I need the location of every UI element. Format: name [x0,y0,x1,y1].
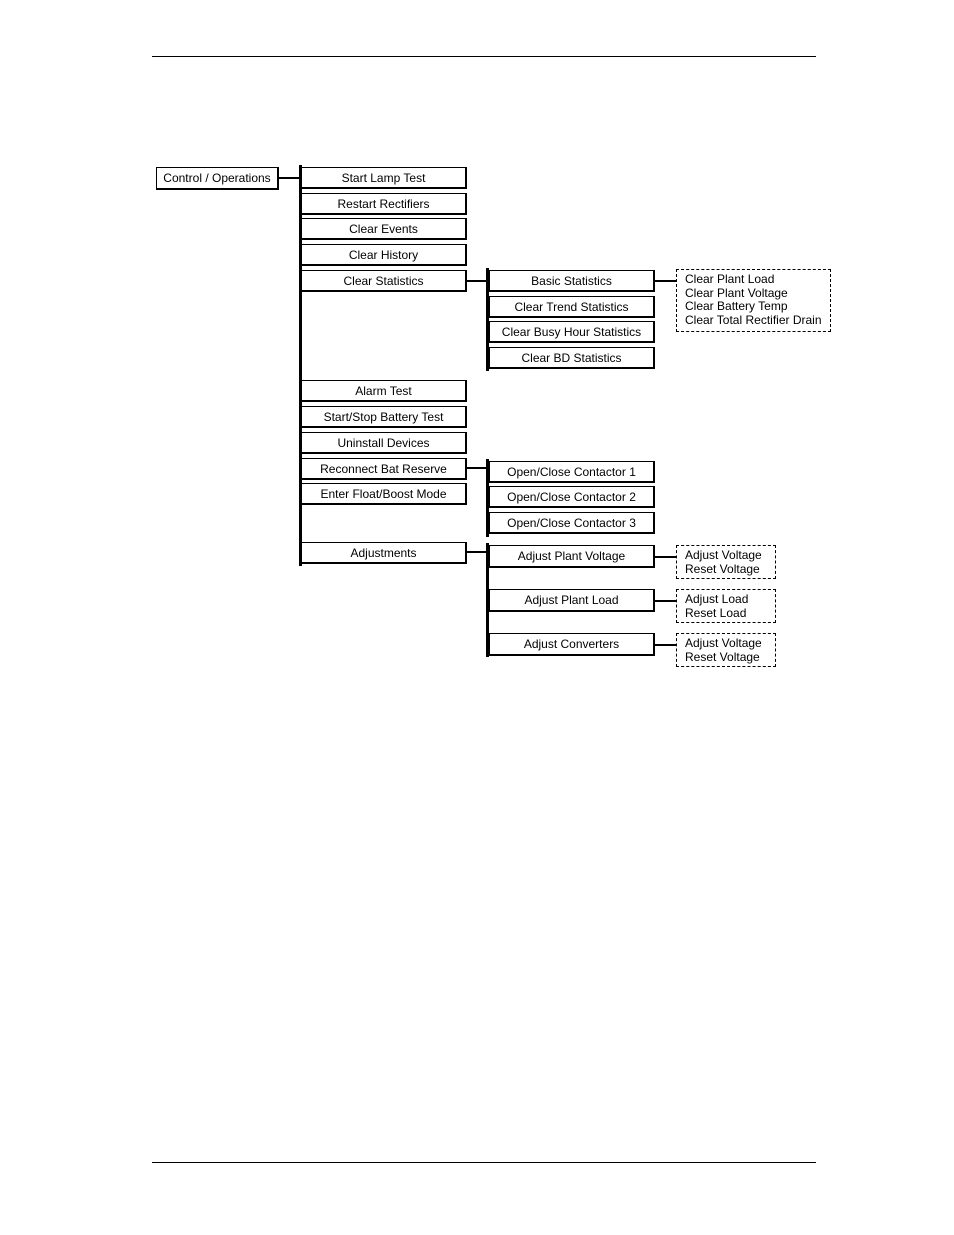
option-adjust-voltage: Adjust Voltage [685,636,762,650]
option-reset-voltage: Reset Voltage [685,649,760,664]
adjust-converters-options [676,633,776,667]
menu-item-basic-statistics: Basic Statistics [489,270,655,292]
option-adjust-voltage: Adjust Voltage [685,548,762,562]
menu-item-clear-busy-hour-statistics: Clear Busy Hour Statistics [489,321,655,343]
menu-item-clear-trend-statistics: Clear Trend Statistics [489,296,655,318]
menu-item-start-stop-battery-test: Start/Stop Battery Test [301,406,467,428]
connector-clear-statistics [467,280,488,282]
header-rule [152,56,816,57]
menu-item-adjust-plant-load: Adjust Plant Load [489,589,655,612]
connector-adjust-plant-voltage [655,556,676,558]
menu-item-enter-float-boost-mode: Enter Float/Boost Mode [301,483,467,505]
menu-item-clear-events: Clear Events [301,218,467,240]
connector-adjustments [467,551,488,553]
menu-item-alarm-test: Alarm Test [301,380,467,402]
menu-item-reconnect-bat-reserve: Reconnect Bat Reserve [301,458,467,480]
adjust-plant-voltage-options [676,545,776,579]
menu-item-open-close-contactor-2: Open/Close Contactor 2 [489,486,655,508]
option-clear-total-rectifier-drain: Clear Total Rectifier Drain [685,312,822,327]
menu-item-clear-history: Clear History [301,244,467,266]
option-adjust-load: Adjust Load [685,592,749,606]
menu-item-open-close-contactor-3: Open/Close Contactor 3 [489,512,655,534]
menu-item-uninstall-devices: Uninstall Devices [301,432,467,454]
menu-item-adjust-plant-voltage: Adjust Plant Voltage [489,545,655,568]
footer-rule [152,1162,816,1163]
menu-item-start-lamp-test: Start Lamp Test [301,167,467,189]
adjust-plant-load-options [676,589,776,623]
connector-root [279,177,301,179]
menu-item-clear-statistics: Clear Statistics [301,270,467,292]
basic-statistics-options [676,269,831,332]
option-reset-load: Reset Load [685,605,747,620]
menu-item-open-close-contactor-1: Open/Close Contactor 1 [489,461,655,483]
option-clear-battery-temp: Clear Battery Temp [685,299,788,314]
root-node-control-operations: Control / Operations [156,167,279,190]
connector-adjust-converters [655,644,676,646]
menu-item-clear-bd-statistics: Clear BD Statistics [489,347,655,369]
menu-item-adjust-converters: Adjust Converters [489,633,655,656]
menu-item-adjustments: Adjustments [301,542,467,564]
connector-adjust-plant-load [655,600,676,602]
menu-item-restart-rectifiers: Restart Rectifiers [301,193,467,215]
option-clear-plant-voltage: Clear Plant Voltage [685,285,788,300]
connector-reconnect-bat-reserve [467,467,488,469]
option-clear-plant-load: Clear Plant Load [685,272,775,286]
connector-basic-statistics [655,280,676,282]
option-reset-voltage: Reset Voltage [685,561,760,576]
